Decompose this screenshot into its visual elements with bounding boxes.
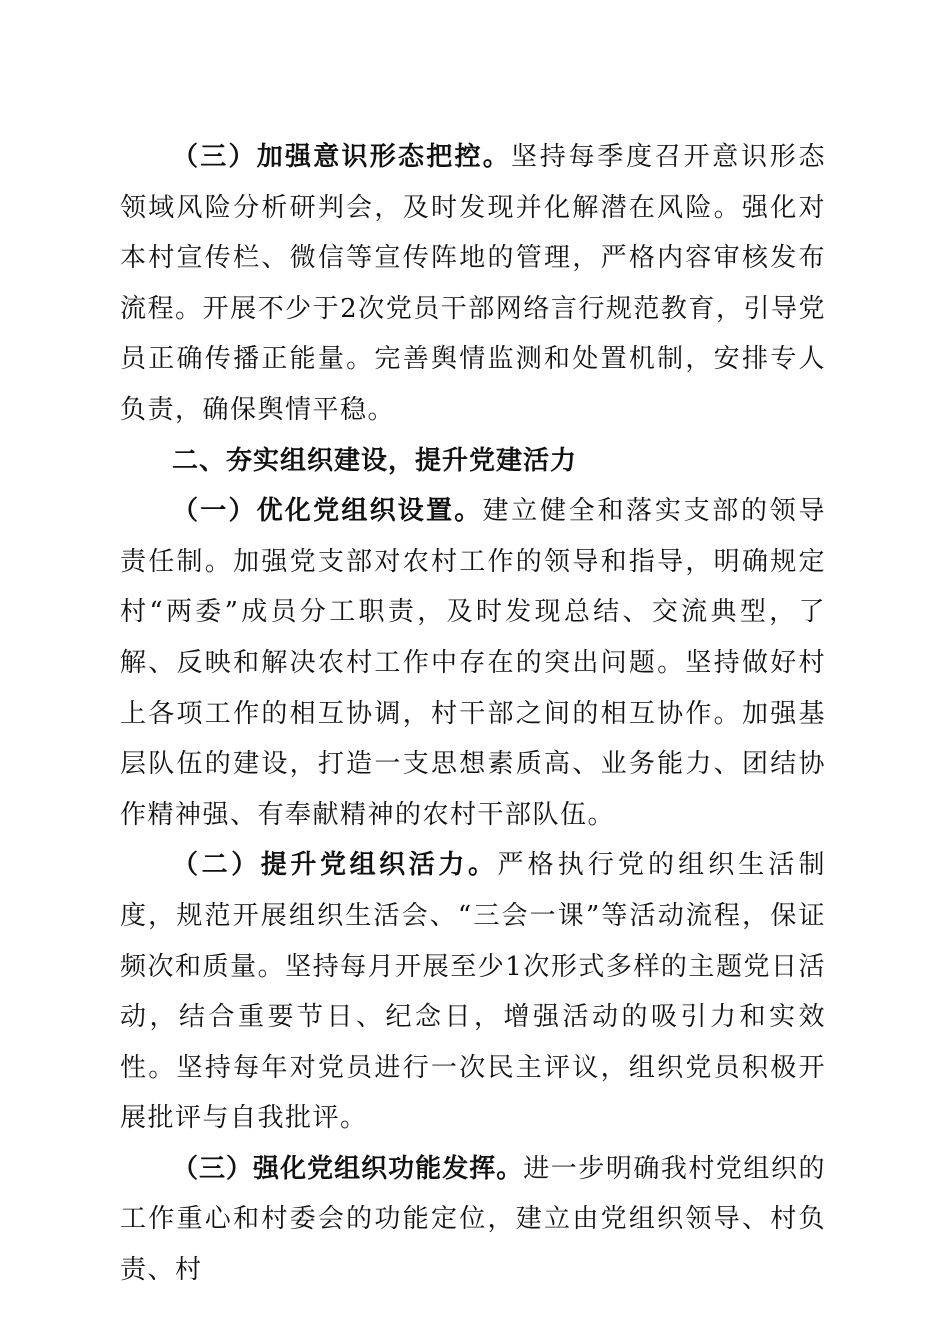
paragraph-optimize-organization: [120, 486, 826, 840]
paragraph-text: 坚持每季度召开意识形态领域风险分析研判会，及时发现并化解潜在风险。强化对本村宣传栏、微信等宣传阵地的管理，严格内容审核发布流程。开展不少于2次党员干部网络言行规范教育，引导党员正确传播正能量。完善舆情监测和处置机制，安排专人负责，确保舆情平稳。: [120, 142, 826, 425]
paragraph-text: 进一步明确我村党组织的工作重心和村委会的功能定位，建立由党组织领导、村负责、村: [120, 1153, 826, 1286]
document-body: [120, 132, 826, 1296]
section-heading: 二、夯实组织建设，提升党建活力: [172, 445, 578, 476]
paragraph-strengthen-function: [120, 1144, 826, 1296]
paragraph-boost-vitality: [120, 840, 826, 1144]
paragraph-lead: （二）提升党组织活力。: [172, 850, 498, 881]
paragraph-text: 严格执行党的组织生活制度，规范开展组织生活会、“三会一课”等活动流程，保证频次和质量。坚持每月开展至少1次形式多样的主题党日活动，结合重要节日、纪念日，增强活动的吸引力和实效性。坚持每年对党员进行一次民主评议，组织党员积极开展批评与自我批评。: [120, 850, 826, 1134]
paragraph-lead: （三）强化党组织功能发挥。: [172, 1153, 524, 1184]
paragraph-ideology-control: [120, 132, 826, 436]
paragraph-lead: （一）优化党组织设置。: [172, 496, 483, 527]
paragraph-text: 建立健全和落实支部的领导责任制。加强党支部对农村工作的领导和指导，明确规定村“两委”成员分工职责，及时发现总结、交流典型，了解、反映和解决农村工作中存在的突出问题。坚持做好村上各项工作的相互协调，村干部之间的相互协作。加强基层队伍的建设，打造一支思想素质高、业务能力、团结协作精神强、有奉献精神的农村干部队伍。: [120, 496, 826, 830]
paragraph-lead: （三）加强意识形态把控。: [172, 142, 511, 172]
